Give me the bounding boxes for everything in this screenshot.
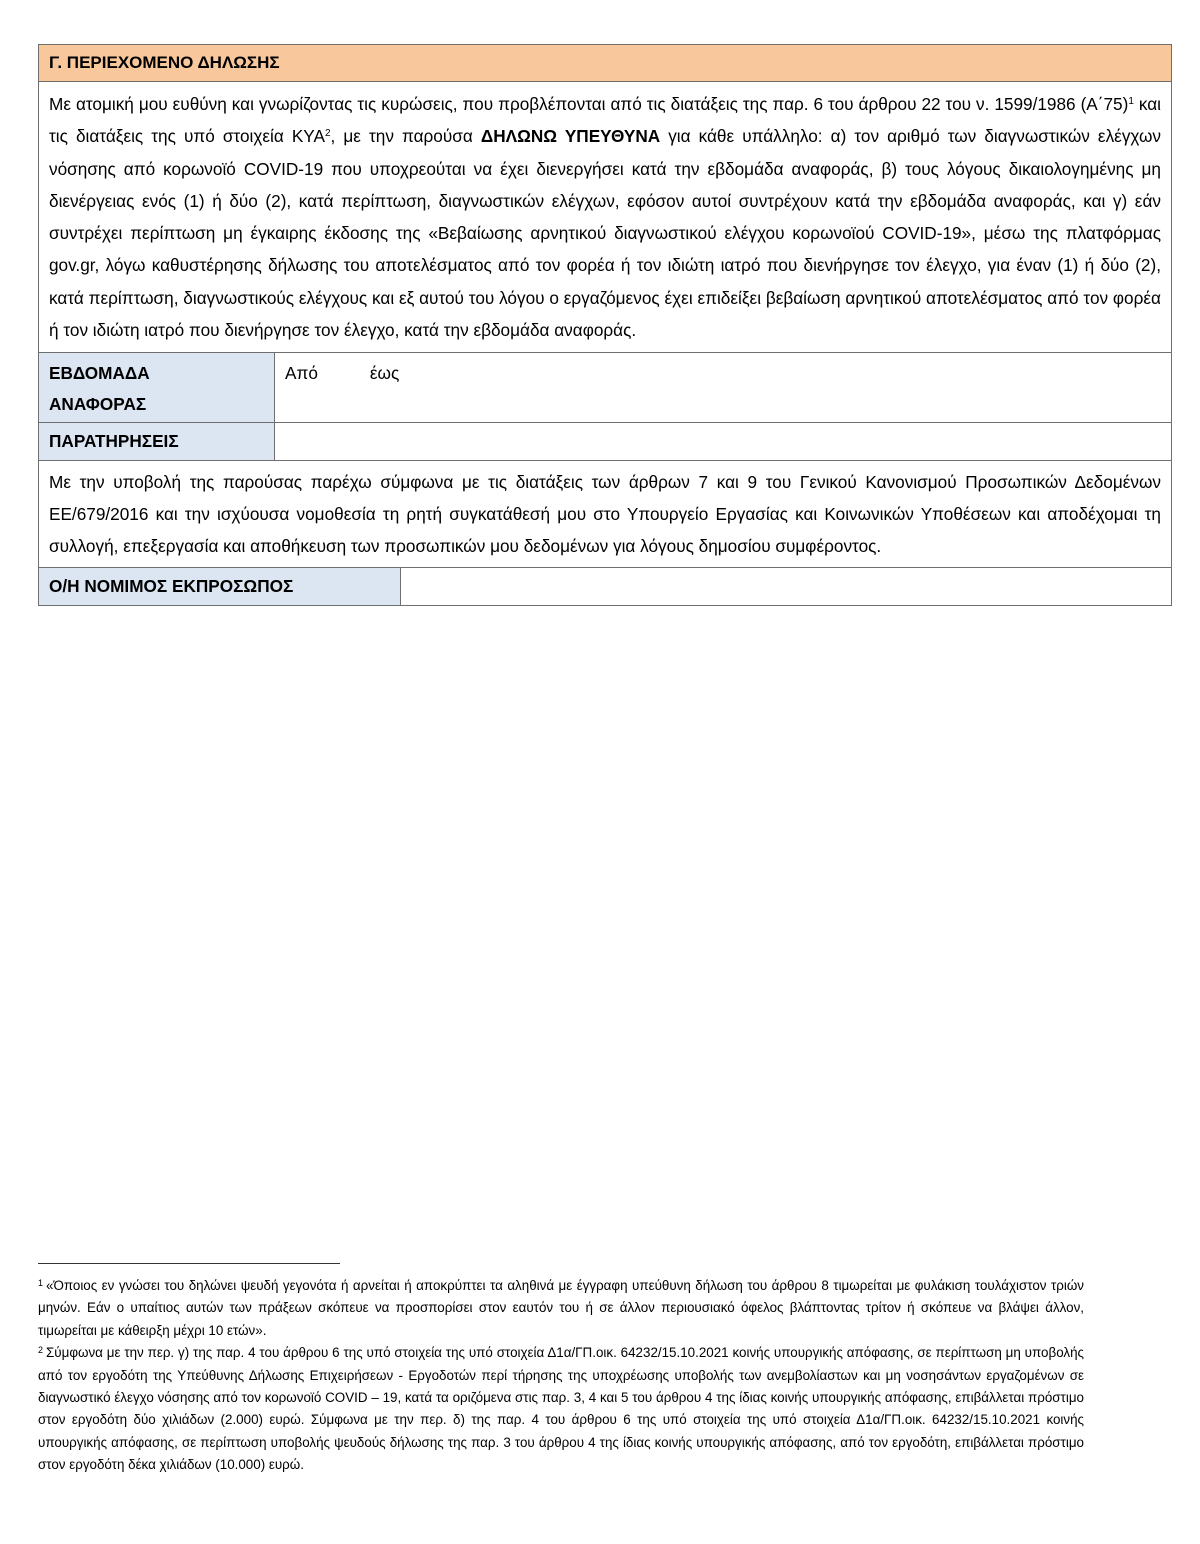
footnote-1-text: «Όποιος εν γνώσει του δηλώνει ψευδή γεγονότα ή αρνείται ή αποκρύπτει τα αληθινά με έγγραφη υπεύθυνη δήλωση του άρθρου 8 τιμωρείται με φυλάκιση τουλάχιστον τριών μηνών. Εάν ο υπαίτιος αυτών των πράξεων σκόπευε να προσπορίσει στον εαυτόν του ή σε άλλον περιουσιακό όφελος βλάπτοντας τρίτον ή σκόπευε να βλάψει άλλον, τιμωρείται με κάθειρξη μέχρι 10 ετών». [38, 1278, 1084, 1338]
reference-week-label-line1: ΕΒΔΟΜΑΔΑ [49, 363, 150, 384]
declaration-text-part4: για κάθε υπάλληλο: α) τον αριθμό των διαγνωστικών ελέγχων νόσησης από κορωνοϊό COVID-19 που υποχρεούται να έχει διενεργήσει κατά την εβδομάδα αναφοράς, β) τους λόγους δικαιολογημένης μη διενέργειας ενός (1) ή δύο (2), κατά περίπτωση, διαγνωστικών ελέγχων, εφόσον αυτοί συντρέχουν κατά την εβδομάδα αναφοράς, και γ) εάν συντρέχει περίπτωση μη έγκαιρης έκδοσης της «Βεβαίωσης αρνητικού διαγνωστικού ελέγχου κορωνοϊού COVID-19», μέσω της πλατφόρμας gov.gr, λόγω καθυστέρησης δήλωσης του αποτελέσματος από τον φορέα ή τον ιδιώτη ιατρό που διενήργησε τον έλεγχο, για έναν (1) ή δύο (2), κατά περίπτωση, διαγνωστικούς ελέγχους και εξ αυτού του λόγου ο εργαζόμενος έχει επιδείξει βεβαίωση αρνητικού αποτελέσματος από τον φορέα ή τον ιδιώτη ιατρό που διενήργησε τον έλεγχο, κατά την εβδομάδα αναφοράς. [49, 126, 1161, 341]
reference-week-label-line2: ΑΝΑΦΟΡΑΣ [49, 394, 147, 415]
declaration-text-part1: Με ατομική μου ευθύνη και γνωρίζοντας τις κυρώσεις, που προβλέπονται από τις διατάξεις της παρ. 6 του άρθρου 22 του ν. 1599/1986 (Α΄75) [49, 94, 1129, 114]
footnote-ref-1: 1 [1128, 96, 1134, 107]
section-title: Γ. ΠΕΡΙΕΧΟΜΕΝΟ ΔΗΛΩΣΗΣ [49, 53, 280, 72]
footnote-ref-2: 2 [324, 128, 331, 140]
legal-representative-field[interactable] [401, 568, 1171, 605]
consent-text: Με την υποβολή της παρούσας παρέχω σύμφωνα με τις διατάξεις των άρθρων 7 και 9 του Γενικού Κανονισμού Προσωπικών Δεδομένων ΕΕ/679/2016 και την ισχύουσα νομοθεσία τη ρητή συγκατάθεσή μου στο Υπουργείο Εργασίας και Κοινωνικών Υποθέσεων και αποδέχομαι τη συλλογή, επεξεργασία και αποθήκευση των προσωπικών μου δεδομένων για λόγους δημοσίου συμφέροντος. [49, 472, 1161, 557]
declaration-emphasis: ΔΗΛΩΝΩ ΥΠΕΥΘΥΝΑ [480, 126, 661, 147]
consent-paragraph [39, 460, 1171, 567]
section-header [39, 45, 1171, 81]
footnotes [38, 1275, 1084, 1477]
notes-label: ΠΑΡΑΤΗΡΗΣΕΙΣ [39, 423, 275, 460]
footnote-1 [38, 1275, 1084, 1342]
footnote-1-marker: 1 [38, 1278, 44, 1288]
declaration-paragraph [39, 81, 1171, 352]
week-to-label: έως [369, 363, 400, 384]
declaration-form-table [38, 44, 1172, 606]
footnote-separator [38, 1263, 340, 1264]
legal-representative-row [39, 567, 1171, 605]
footnote-2-text: Σύμφωνα με την περ. γ) της παρ. 4 του άρθρου 6 της υπό στοιχεία της υπό στοιχεία Δ1α/ΓΠ.οικ. 64232/15.10.2021 κοινής υπουργικής απόφασης, σε περίπτωση μη υποβολής από τον εργοδότη της Υπεύθυνης Δήλωσης Επιχειρήσεων - Εργοδοτών περί τήρησης της υποχρέωσης υποβολής των ανεμβολίαστων και μη νοσησάντων εργαζομένων σε διαγνωστικό έλεγχο νόσησης από τον κορωνοϊό COVID – 19, κατά τα οριζόμενα στις παρ. 3, 4 και 5 του άρθρου 4 της ίδιας κοινής υπουργικής απόφασης, επιβάλλεται πρόστιμο στον εργοδότη δύο χιλιάδων (2.000) ευρώ. Σύμφωνα με την περ. δ) της παρ. 4 του άρθρου 6 της υπό στοιχεία της υπό στοιχεία Δ1α/ΓΠ.οικ. 64232/15.10.2021 κοινής υπουργικής απόφασης, σε περίπτωση υποβολής ψευδούς δήλωσης της παρ. 3 του άρθρου 4 της ίδιας κοινής υπουργικής απόφασης, από τον εργοδότη, επιβάλλεται πρόστιμο στον εργοδότη δέκα χιλιάδων (10.000) ευρώ. [38, 1345, 1084, 1473]
footnote-2-marker: 2 [38, 1345, 44, 1356]
declaration-text-part2: και τις διατάξεις της υπό στοιχεία ΚΥΑ [49, 94, 1161, 147]
legal-representative-label: Ο/Η ΝΟΜΙΜΟΣ ΕΚΠΡΟΣΩΠΟΣ [39, 568, 401, 605]
declaration-text-part3: , με την παρούσα [330, 126, 481, 147]
reference-week-row [39, 352, 1171, 422]
notes-row [39, 422, 1171, 460]
notes-field[interactable] [275, 423, 1171, 460]
footnote-2 [38, 1342, 1084, 1476]
reference-week-field[interactable] [275, 353, 1171, 422]
reference-week-label [39, 353, 275, 422]
week-from-label: Από [285, 363, 318, 384]
